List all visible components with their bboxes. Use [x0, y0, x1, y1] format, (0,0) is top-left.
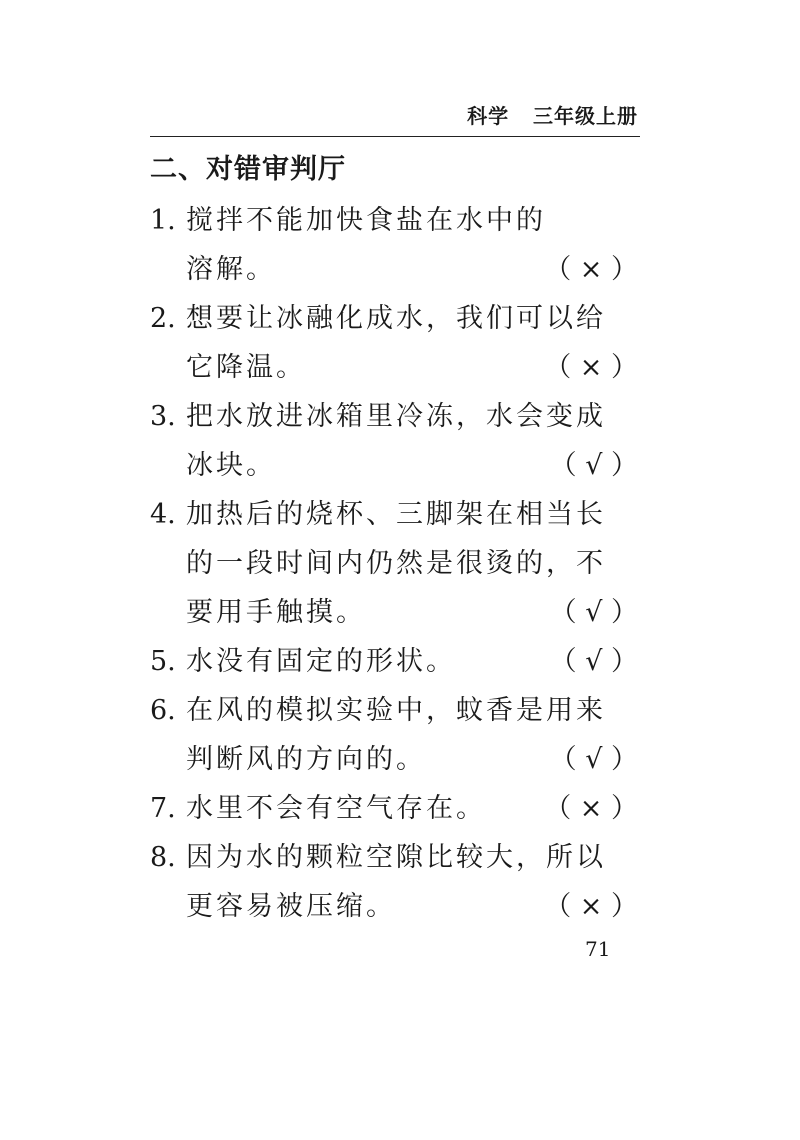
question-number: 5. [150, 646, 176, 677]
question-number: 6. [150, 695, 176, 726]
question-line [150, 735, 640, 784]
answer-mark: （ × ） [544, 891, 638, 922]
question-line [150, 637, 640, 686]
question-text: 的一段时间内仍然是很烫的，不 [186, 548, 606, 579]
question-text: 因为水的颗粒空隙比较大，所以 [186, 842, 606, 873]
question-list [150, 196, 640, 931]
question-number: 7. [150, 793, 176, 824]
question-line [150, 588, 640, 637]
header-text: 科学 三年级上册 [467, 104, 638, 128]
question-number: 1. [150, 205, 176, 236]
question-item [150, 196, 640, 294]
question-line [150, 245, 640, 294]
question-item [150, 784, 640, 833]
question-text: 溶解。 [186, 254, 276, 285]
question-item [150, 294, 640, 392]
question-text: 想要让冰融化成水，我们可以给 [186, 303, 606, 334]
question-item [150, 637, 640, 686]
answer-mark: （ × ） [544, 352, 638, 383]
question-item [150, 686, 640, 784]
answer-mark: （ √ ） [549, 646, 638, 677]
question-item [150, 490, 640, 637]
question-line [150, 882, 640, 931]
question-text: 更容易被压缩。 [186, 891, 396, 922]
question-text: 在风的模拟实验中，蚊香是用来 [186, 695, 606, 726]
question-line [150, 392, 640, 441]
question-text: 加热后的烧杯、三脚架在相当长 [186, 499, 606, 530]
question-text: 判断风的方向的。 [186, 744, 426, 775]
question-line [150, 833, 640, 882]
answer-mark: （ √ ） [549, 744, 638, 775]
answer-mark: （ √ ） [549, 597, 638, 628]
question-line [150, 441, 640, 490]
question-text: 把水放进冰箱里冷冻，水会变成 [186, 401, 606, 432]
question-text: 它降温。 [186, 352, 306, 383]
question-line [150, 343, 640, 392]
question-item [150, 833, 640, 931]
question-item [150, 392, 640, 490]
question-text: 搅拌不能加快食盐在水中的 [186, 205, 546, 236]
question-line [150, 490, 640, 539]
question-text: 冰块。 [186, 450, 276, 481]
question-line [150, 686, 640, 735]
question-text: 要用手触摸。 [186, 597, 366, 628]
question-number: 2. [150, 303, 176, 334]
page-header [150, 100, 640, 137]
question-text: 水里不会有空气存在。 [186, 793, 486, 824]
question-line [150, 294, 640, 343]
page-number: 71 [585, 937, 611, 961]
question-number: 8. [150, 842, 176, 873]
question-line [150, 539, 640, 588]
section-title: 二、对错审判厅 [150, 154, 346, 185]
question-number: 3. [150, 401, 176, 432]
question-number: 4. [150, 499, 176, 530]
answer-mark: （ × ） [544, 793, 638, 824]
answer-mark: （ √ ） [549, 450, 638, 481]
answer-mark: （ × ） [544, 254, 638, 285]
question-line [150, 196, 640, 245]
question-text: 水没有固定的形状。 [186, 646, 456, 677]
question-line [150, 784, 640, 833]
